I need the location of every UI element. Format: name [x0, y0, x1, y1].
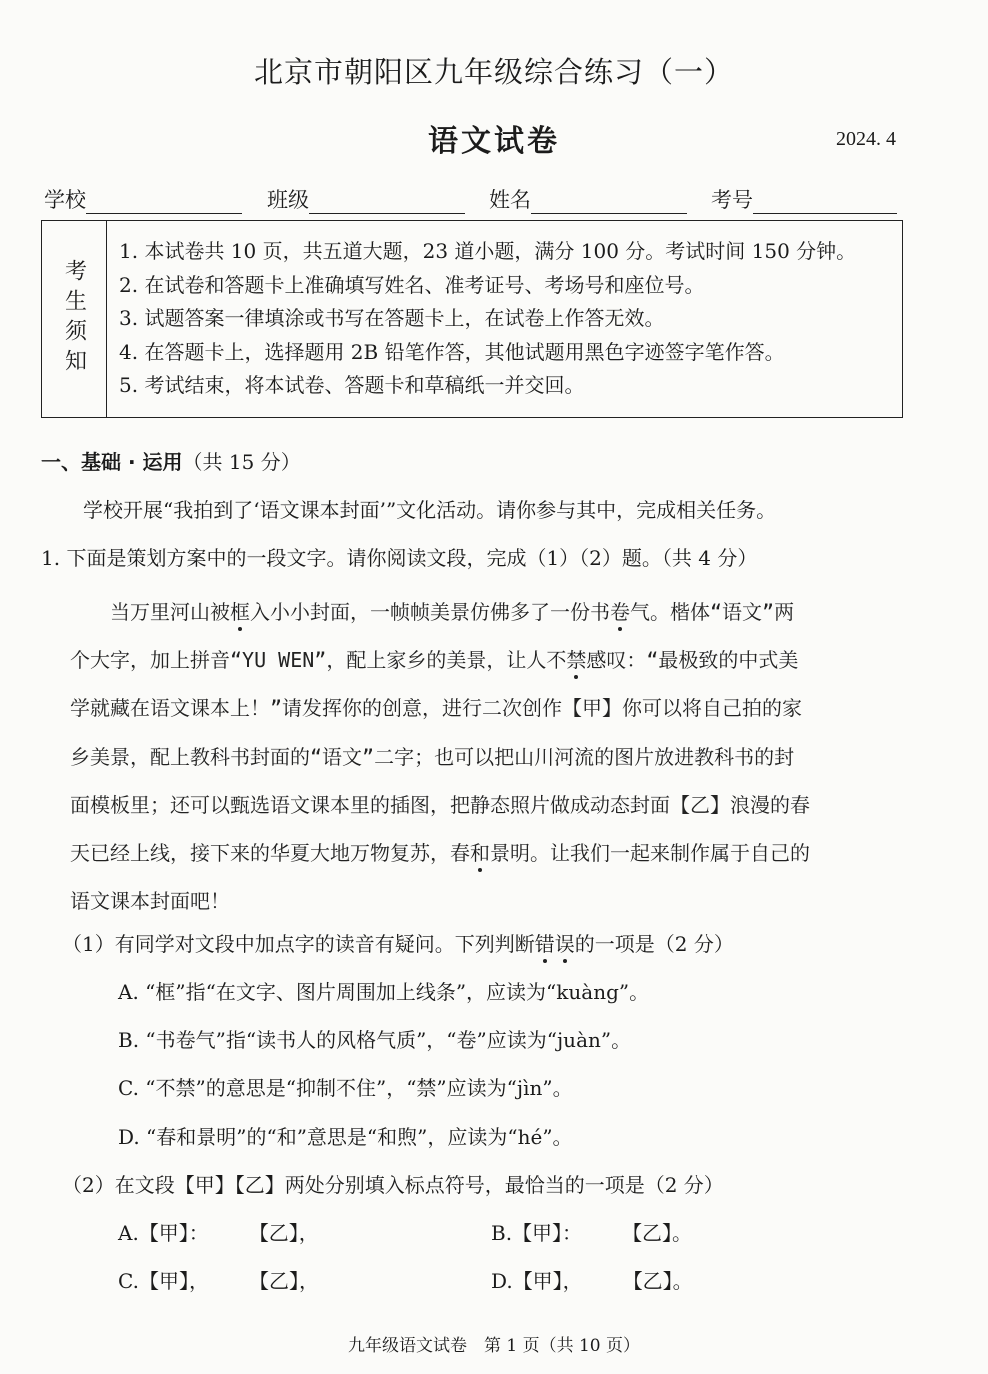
notice-item: 3. 试题答案一律填涂或书写在答题卡上，在试卷上作答无效。	[119, 306, 665, 330]
passage-line	[70, 829, 906, 877]
dotted-char: 禁	[566, 648, 587, 673]
passage-text: 天已经上线，接下来的华夏大地万物复苏，春	[70, 841, 470, 866]
name-label: 姓名	[489, 188, 531, 212]
passage-text: 入小小封面，一帧帧美景仿佛多了一份书	[250, 600, 610, 624]
sub2-option-c	[118, 1265, 319, 1294]
passage-line	[70, 636, 906, 684]
exam-title: 北京市朝阳区九年级综合练习（一）	[253, 55, 734, 89]
passage-text: 气。楷体“语文”两	[630, 600, 795, 624]
exam-no-label: 考号	[711, 188, 753, 212]
option-jia: 【甲】，	[138, 1269, 209, 1293]
sub2-option-d	[491, 1265, 693, 1294]
exam-no-blank	[753, 193, 897, 214]
option-label: A.	[118, 1221, 139, 1245]
notice-item: 1. 本试卷共 10 页，共五道大题，23 道小题，满分 100 分。考试时间 150 分钟。	[119, 239, 857, 263]
passage-line: 面模板里；还可以甄选语文课本里的插图，把静态照片做成动态封面【乙】浪漫的春	[70, 792, 810, 817]
section-heading	[41, 446, 301, 475]
class-blank	[309, 193, 465, 214]
notice-label-cell	[42, 221, 107, 417]
dotted-char: 卷	[610, 600, 630, 624]
sub2-option-a	[118, 1217, 319, 1246]
section-intro: 学校开展“我拍到了‘语文课本封面’”文化活动。请你参与其中，完成相关任务。	[83, 498, 777, 522]
sub1-option-b: B. “书卷气”指“读书人的风格气质”，“卷”应读为“juàn”。	[118, 1028, 632, 1052]
passage-text: 感叹：“最极致的中式美	[586, 648, 799, 673]
section-score: （共 15 分）	[182, 450, 301, 474]
passage-line	[70, 588, 906, 636]
passage-text: 个大字，加上拼音“YU WEN”，配上家乡的美景，让人不	[70, 648, 567, 673]
notice-item: 2. 在试卷和答题卡上准确填写姓名、准考证号、考场号和座位号。	[119, 272, 705, 297]
passage-line: 语文课本封面吧！	[70, 889, 230, 914]
sub1-stem-text: 的一项是（2 分）	[574, 932, 734, 956]
exam-subtitle: 语文试卷	[428, 124, 560, 159]
sub1-option-a: A. “框”指“在文字、图片周围加上线条”，应读为“kuàng”。	[118, 980, 650, 1004]
passage-text: 当万里河山被	[110, 600, 230, 624]
passage-text: 景明。让我们一起来制作属于自己的	[490, 841, 810, 866]
option-label: C.	[118, 1269, 139, 1293]
emphasis-word	[535, 932, 575, 956]
notice-item: 4. 在答题卡上，选择题用 2B 铅笔作答，其他试题用黑色字迹签字笔作答。	[119, 339, 785, 364]
question-1-stem: 1. 下面是策划方案中的一段文字。请你阅读文段，完成（1）（2）题。（共 4 分）	[41, 546, 758, 570]
reading-passage	[70, 588, 906, 925]
option-jia: 【甲】：	[512, 1221, 583, 1245]
notice-item: 5. 考试结束，将本试卷、答题卡和草稿纸一并交回。	[119, 373, 585, 397]
school-field	[44, 184, 242, 214]
option-yi: 【乙】。	[622, 1269, 693, 1293]
dotted-char: 和	[470, 841, 490, 866]
class-field	[267, 184, 465, 214]
sub-question-1-stem	[62, 928, 734, 957]
option-label: D.	[491, 1269, 513, 1293]
option-jia: 【甲】：	[138, 1221, 209, 1245]
dotted-char: 框	[230, 600, 250, 624]
sub1-option-c: C. “不禁”的意思是“抑制不住”，“禁”应读为“jìn”。	[118, 1076, 573, 1100]
sub1-option-d: D. “春和景明”的“和”意思是“和煦”，应读为“hé”。	[118, 1125, 573, 1149]
name-field	[489, 184, 687, 214]
option-yi: 【乙】。	[622, 1221, 693, 1245]
class-label: 班级	[267, 188, 309, 212]
school-blank	[86, 193, 242, 214]
exam-no-field	[711, 184, 897, 214]
notice-label: 考生须知	[61, 259, 87, 379]
notice-list	[119, 235, 856, 403]
dotted-word: 错误	[534, 932, 575, 956]
passage-line: 乡美景，配上教科书封面的“语文”二字；也可以把山川河流的图片放进教科书的封	[70, 744, 795, 769]
exam-date: 2024. 4	[836, 128, 896, 150]
option-yi: 【乙】，	[248, 1221, 319, 1245]
section-title: 一、基础 · 运用	[41, 450, 183, 474]
school-label: 学校	[44, 188, 86, 212]
notice-box	[41, 220, 903, 418]
passage-line: 学就藏在语文课本上！”请发挥你的创意，进行二次创作【甲】你可以将自己拍的家	[70, 696, 803, 721]
option-yi: 【乙】，	[248, 1269, 319, 1293]
sub-question-2-stem: （2）在文段【甲】【乙】两处分别填入标点符号，最恰当的一项是（2 分）	[62, 1173, 724, 1197]
sub1-stem-text: （1）有同学对文段中加点字的读音有疑问。下列判断	[62, 932, 535, 956]
sub2-option-b	[491, 1217, 692, 1246]
name-blank	[531, 193, 687, 214]
page-footer: 九年级语文试卷 第 1 页（共 10 页）	[347, 1336, 641, 1356]
option-label: B.	[491, 1221, 513, 1245]
option-jia: 【甲】，	[512, 1269, 583, 1293]
